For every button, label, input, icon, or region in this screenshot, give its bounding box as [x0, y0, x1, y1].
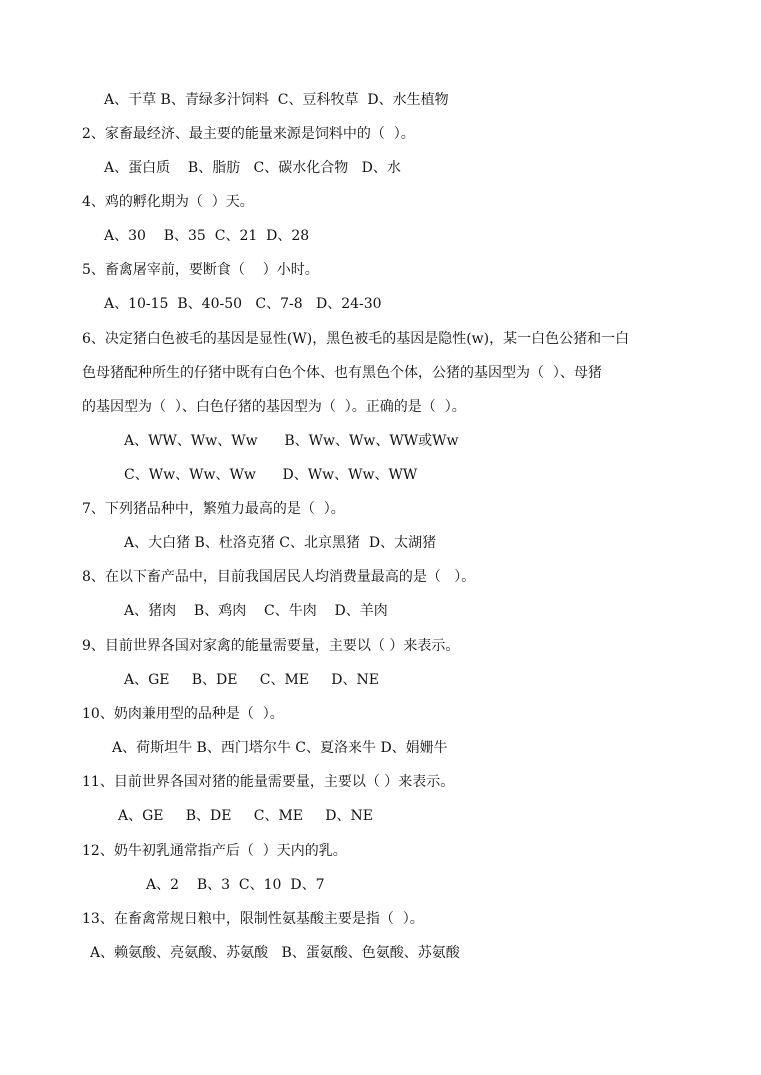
q2-options: A、蛋白质 B、脂肪 C、碳水化合物 D、水	[104, 160, 401, 176]
q9-question: 9、目前世界各国对家禽的能量需要量，主要以（ ）来表示。	[82, 638, 460, 654]
q11-question: 11、目前世界各国对猪的能量需要量，主要以（ ）来表示。	[82, 774, 455, 790]
q9-options: A、GE B、DE C、ME D、NE	[124, 672, 379, 688]
q12-question: 12、奶牛初乳通常指产后（ ）天内的乳。	[82, 843, 347, 859]
q13-options: A、赖氨酸、亮氨酸、苏氨酸 B、蛋氨酸、色氨酸、苏氨酸	[90, 945, 460, 961]
q7-options: A、大白猪 B、杜洛克猪 C、北京黑猪 D、太湖猪	[124, 535, 437, 551]
q1-options: A、干草 B、青绿多汁饲料 C、豆科牧草 D、水生植物	[104, 92, 449, 108]
q2-question: 2、家畜最经济、最主要的能量来源是饲料中的（ ）。	[82, 126, 415, 142]
q10-options: A、荷斯坦牛 B、西门塔尔牛 C、夏洛来牛 D、娟姗牛	[112, 740, 448, 756]
q5-options: A、10-15 B、40-50 C、7-8 D、24-30	[104, 296, 382, 312]
q12-options: A、2 B、3 C、10 D、7	[146, 877, 325, 893]
q8-question: 8、在以下畜产品中，目前我国居民人均消费量最高的是（ ）。	[82, 569, 476, 585]
q11-options: A、GE B、DE C、ME D、NE	[118, 808, 373, 824]
q6-question-cont: 的基因型为（ ）、白色仔猪的基因型为（ ）。正确的是（ ）。	[82, 399, 466, 415]
q10-question: 10、奶肉兼用型的品种是（ ）。	[82, 706, 284, 722]
q7-question: 7、下列猪品种中，繁殖力最高的是（ ）。	[82, 501, 345, 517]
q5-question: 5、畜禽屠宰前，要断食（ ）小时。	[82, 262, 319, 278]
q13-question: 13、在畜禽常规日粮中，限制性氨基酸主要是指（ ）。	[82, 911, 424, 927]
q6-question-cont: 色母猪配种所生的仔猪中既有白色个体、也有黑色个体，公猪的基因型为（ ）、母猪	[82, 365, 602, 381]
q6-options-cd: C、Ww、Ww、Ww D、Ww、Ww、WW	[124, 467, 418, 483]
q6-options-ab: A、WW、Ww、Ww B、Ww、Ww、WW或Ww	[124, 433, 459, 449]
q6-question: 6、决定猪白色被毛的基因是显性(W)，黑色被毛的基因是隐性(w)，某一白色公猪和一白	[82, 331, 630, 347]
q4-options: A、30 B、35 C、21 D、28	[104, 228, 310, 244]
q4-question: 4、鸡的孵化期为（ ）天。	[82, 194, 254, 210]
q8-options: A、猪肉 B、鸡肉 C、牛肉 D、羊肉	[124, 603, 388, 619]
